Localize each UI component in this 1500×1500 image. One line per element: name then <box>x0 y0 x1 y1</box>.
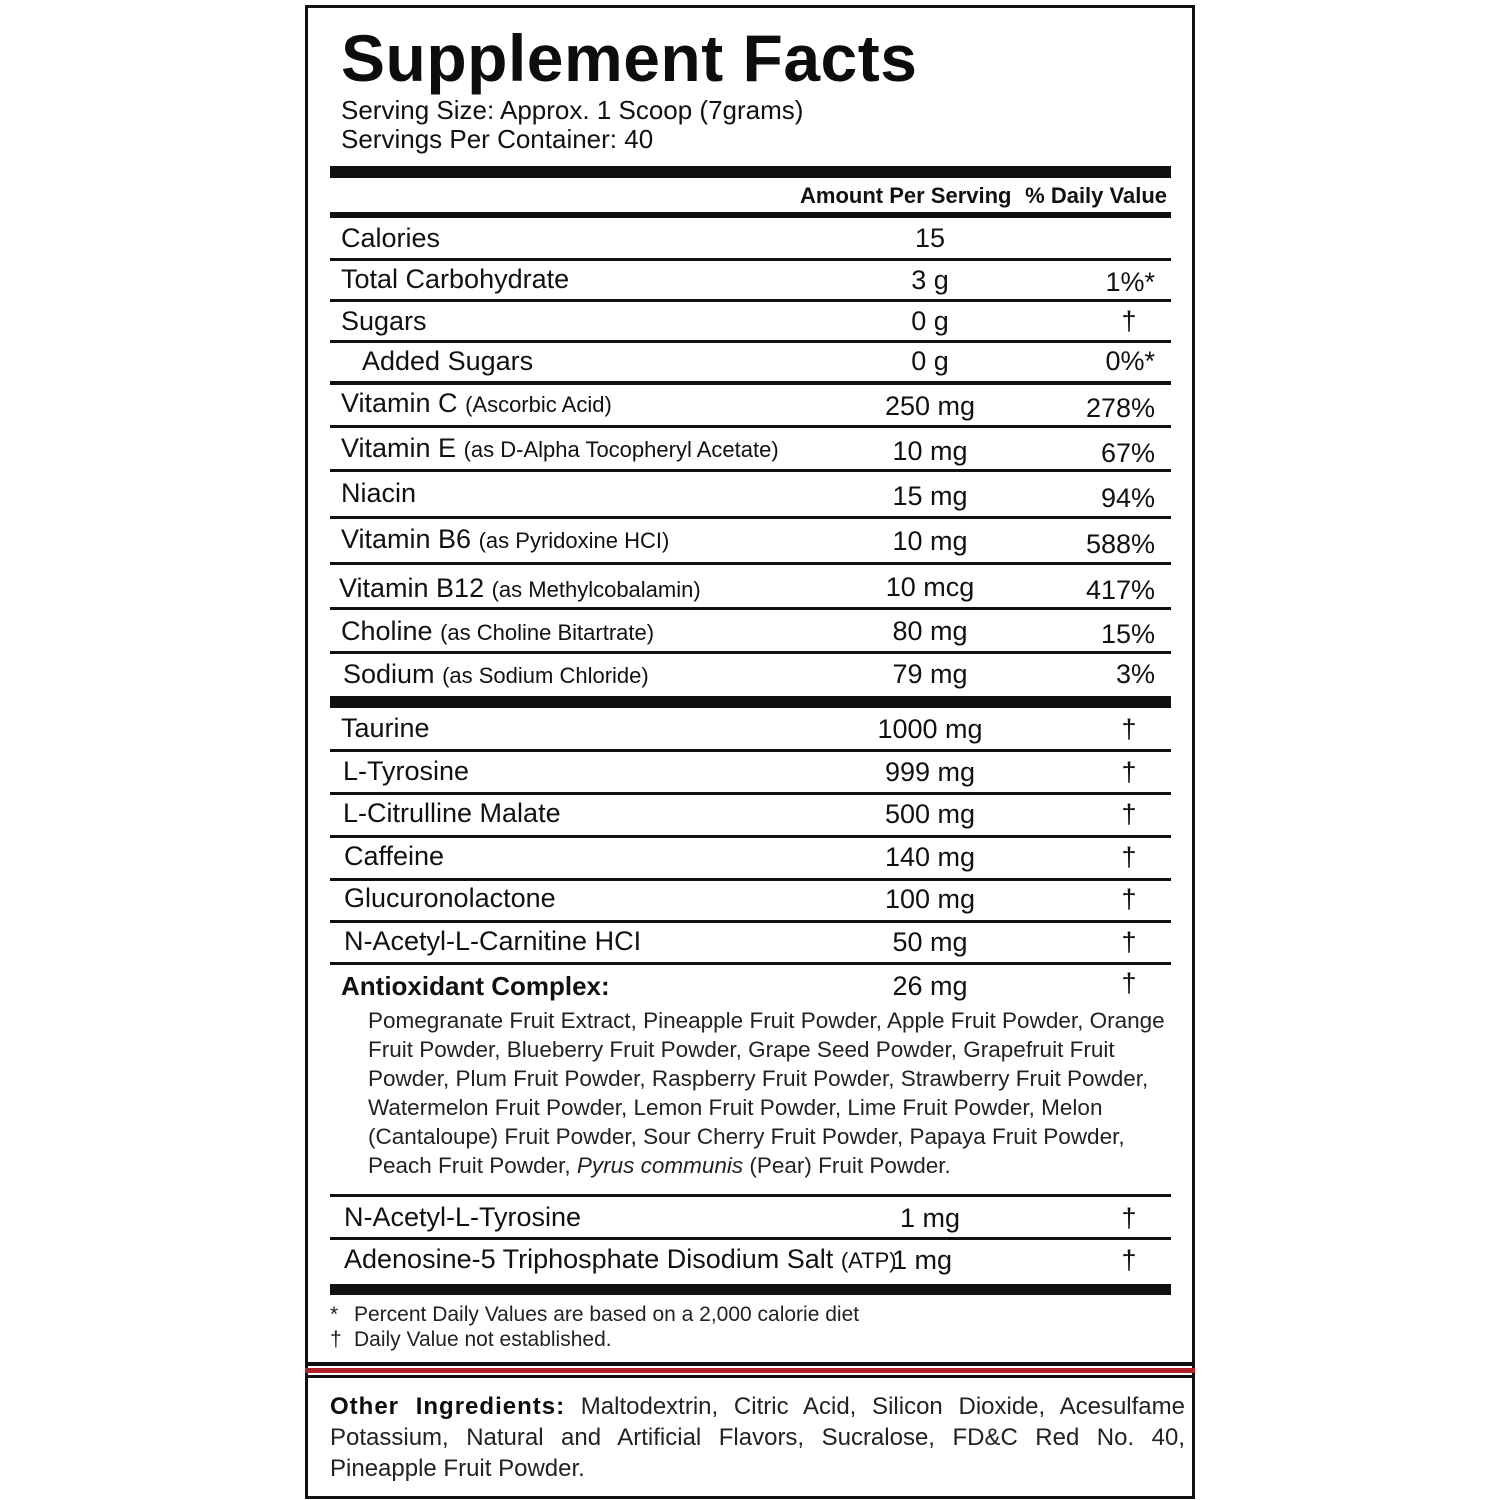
nutrient-dv: 588% <box>1085 529 1155 559</box>
nutrient-amount: 0 g <box>911 306 949 336</box>
nutrient-dv: 1%* <box>1105 267 1155 297</box>
ingredient-amount: 1000 mg <box>877 714 983 744</box>
nutrient-dv: 278% <box>1085 393 1155 423</box>
nutrient-amount: 250 mg <box>884 391 976 421</box>
nutrient-amount: 0 g <box>911 346 949 376</box>
ingredient-row <box>330 1240 1171 1280</box>
antioxidant-ingredient-list: Pomegranate Fruit Extract, Pineapple Fruit Powder, Apple Fruit Powder, Orange Fruit Powder, Blueberry Fruit Powder, Grape Seed Powder, Grapefruit Fruit Powder, Plum Fruit Powder, Raspberry Fruit Powder, Strawberry Fruit Powder, Watermelon Fruit Powder, Lemon Fruit Powder, Lime Fruit Powder, Melon (Cantaloupe) Fruit Powder, Sour Cherry Fruit Powder, Papaya Fruit Powder, Peach Fruit Powder, Pyrus communis (Pear) Fruit Powder. <box>368 1008 1165 1178</box>
footnote-dagger: † Daily Value not established. <box>330 1328 612 1351</box>
ingredient-amount: 50 mg <box>892 927 968 957</box>
ingredient-amount: 500 mg <box>884 799 976 829</box>
antioxidant-name: Antioxidant Complex: <box>341 971 610 1001</box>
ingredient-dv: † <box>1121 799 1137 829</box>
supplement-facts-panel <box>305 5 1195 1499</box>
nutrient-amount: 15 <box>914 223 946 253</box>
thick-divider <box>330 1284 1171 1295</box>
ingredient-row <box>330 753 1171 793</box>
antioxidant-amount: 26 mg <box>892 971 968 1001</box>
ingredient-row <box>330 710 1171 750</box>
nutrient-dv: 94% <box>1100 483 1155 513</box>
ingredient-name: L-Tyrosine <box>343 756 470 786</box>
nutrient-row <box>330 654 1171 696</box>
nutrient-row <box>330 610 1171 652</box>
other-ingredients <box>330 1391 1185 1484</box>
nutrient-row <box>330 386 1171 426</box>
nutrient-amount: 10 mcg <box>885 572 975 602</box>
amount-header: Amount Per Serving <box>800 183 1012 208</box>
ingredient-dv: † <box>1121 1245 1137 1275</box>
ingredient-name: Glucuronolactone <box>344 883 556 913</box>
nutrient-amount: 10 mg <box>892 526 968 556</box>
nutrient-dv: 15% <box>1100 619 1155 649</box>
footnote-percent: * Percent Daily Values are based on a 2,000 calorie diet <box>330 1303 860 1326</box>
column-headers <box>330 178 1171 212</box>
footnotes <box>330 1302 859 1352</box>
nutrient-row <box>330 220 1171 260</box>
nutrient-name: Added Sugars <box>362 346 534 376</box>
ingredient-row <box>330 838 1171 878</box>
red-accent-band <box>305 1368 1195 1373</box>
ingredient-name: N-Acetyl-L-Carnitine HCI <box>344 926 642 956</box>
nutrient-dv: 3% <box>1115 659 1155 689</box>
ingredient-name: L-Citrulline Malate <box>343 798 561 828</box>
panel-title: Supplement Facts <box>341 21 918 95</box>
nutrient-name: Vitamin E (as D-Alpha Tocopheryl Acetate) <box>341 433 779 463</box>
nutrient-amount: 15 mg <box>892 481 968 511</box>
ingredient-dv: † <box>1121 714 1137 744</box>
nutrient-name: Choline (as Choline Bitartrate) <box>341 616 655 646</box>
other-ingredients-label: Other Ingredients: <box>330 1393 566 1420</box>
nutrient-name: Vitamin B6 (as Pyridoxine HCI) <box>341 524 670 554</box>
nutrient-name: Vitamin B12 (as Methylcobalamin) <box>339 573 701 603</box>
ingredient-name: Taurine <box>341 713 430 743</box>
nutrient-amount: 80 mg <box>892 616 968 646</box>
nutrient-dv: † <box>1121 306 1137 336</box>
antioxidant-row <box>330 966 1171 1006</box>
ingredient-row <box>330 923 1171 963</box>
medium-divider <box>330 212 1171 218</box>
nutrient-name: Calories <box>341 223 441 253</box>
daily-value-header: % Daily Value <box>1025 183 1167 208</box>
ingredient-name: Adenosine-5 Triphosphate Disodium Salt (ATP) <box>344 1244 897 1274</box>
nutrient-name: Vitamin C (Ascorbic Acid) <box>341 388 612 418</box>
ingredient-amount: 1 mg <box>891 1245 953 1275</box>
ingredient-amount: 1 mg <box>899 1203 961 1233</box>
nutrient-row <box>330 519 1171 563</box>
ingredient-dv: † <box>1121 884 1137 914</box>
nutrient-row <box>330 302 1171 342</box>
serving-size: Serving Size: Approx. 1 Scoop (7grams) <box>341 95 804 125</box>
ingredient-amount: 999 mg <box>884 757 976 787</box>
antioxidant-dv: † <box>1121 968 1137 998</box>
nutrient-dv: 67% <box>1100 438 1155 468</box>
nutrient-row <box>330 428 1171 470</box>
ingredient-amount: 100 mg <box>884 884 976 914</box>
nutrient-row <box>330 343 1171 383</box>
ingredient-name: Caffeine <box>344 841 445 871</box>
nutrient-row <box>330 261 1171 301</box>
nutrient-name: Sodium (as Sodium Chloride) <box>343 659 649 689</box>
nutrient-name: Total Carbohydrate <box>341 264 570 294</box>
other-ingredients-text: Maltodextrin, Citric Acid, Silicon Dioxide, Acesulfame Potassium, Natural and Artificial Flavors, Sucralose, FD&C Red No. 40, Pineapple Fruit Powder. <box>330 1393 1185 1482</box>
servings-per-container: Servings Per Container: 40 <box>341 124 654 154</box>
ingredient-dv: † <box>1121 757 1137 787</box>
nutrient-name: Sugars <box>341 306 427 336</box>
ingredient-row <box>330 795 1171 835</box>
ingredient-row <box>330 880 1171 920</box>
nutrient-amount: 79 mg <box>892 659 968 689</box>
thick-divider <box>330 696 1171 708</box>
thick-divider <box>330 166 1171 178</box>
thin-divider <box>330 1194 1171 1197</box>
nutrient-amount: 10 mg <box>892 436 968 466</box>
nutrient-row <box>330 565 1171 609</box>
nutrient-name: Niacin <box>341 478 417 508</box>
nutrient-dv: 0%* <box>1105 346 1155 376</box>
band-divider-bottom <box>305 1375 1195 1378</box>
ingredient-name: N-Acetyl-L-Tyrosine <box>344 1202 582 1232</box>
nutrient-row <box>330 473 1171 517</box>
ingredient-row <box>330 1198 1171 1238</box>
nutrient-dv: 417% <box>1085 575 1155 605</box>
ingredient-dv: † <box>1121 927 1137 957</box>
nutrient-amount: 3 g <box>911 265 949 295</box>
ingredient-dv: † <box>1121 842 1137 872</box>
ingredient-amount: 140 mg <box>884 842 976 872</box>
ingredient-dv: † <box>1121 1203 1137 1233</box>
band-divider-top <box>305 1362 1195 1366</box>
